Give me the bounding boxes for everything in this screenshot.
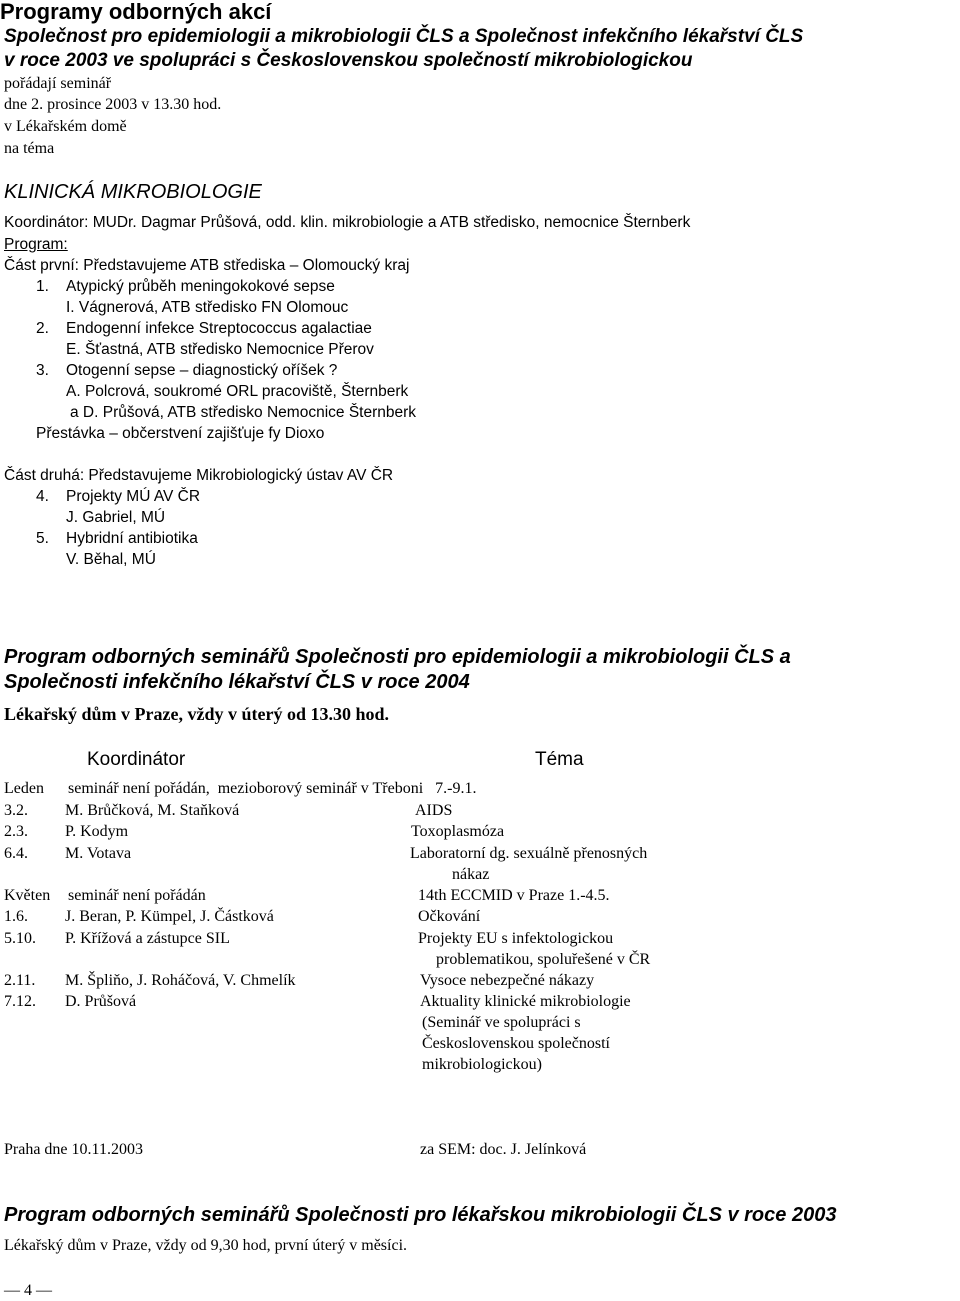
- row-coordinator: seminář není pořádán: [68, 887, 206, 904]
- column-header-coordinator: Koordinátor: [87, 749, 186, 770]
- row-topic: nákaz: [452, 866, 490, 883]
- row-topic: Laboratorní dg. sexuálně přenosných: [410, 845, 648, 862]
- row-coordinator: P. Křížová a zástupce SIL: [65, 930, 230, 947]
- item-title: Hybridní antibiotika: [66, 530, 198, 547]
- row-coordinator: M. Votava: [65, 845, 132, 862]
- intro-line: pořádají seminář: [4, 75, 112, 92]
- item-title: Atypický průběh meningokokové sepse: [66, 278, 335, 295]
- item-title: Endogenní infekce Streptococcus agalactiae: [66, 320, 372, 337]
- item-number: 5.: [36, 530, 49, 547]
- item-author: A. Polcrová, soukromé ORL pracoviště, Šternberk: [66, 383, 409, 400]
- organizers-line-2: v roce 2003 ve spolupráci s Československou společností mikrobiologickou: [4, 50, 693, 71]
- item-number: 1.: [36, 278, 49, 295]
- part-one-heading: Část první: Představujeme ATB střediska – Olomoucký kraj: [4, 257, 410, 274]
- item-number: 4.: [36, 488, 49, 505]
- row-topic: problematikou, spoluřešené v ČR: [436, 951, 651, 968]
- section-title: Program odborných seminářů Společnosti pro epidemiologii a mikrobiologii ČLS a: [4, 646, 791, 668]
- row-topic: (Seminář ve spolupráci s: [422, 1014, 581, 1031]
- row-date: 2.3.: [4, 823, 28, 840]
- row-date: 2.11.: [4, 972, 36, 989]
- row-coordinator: J. Beran, P. Kümpel, J. Částková: [65, 908, 274, 925]
- row-topic: Československou společností: [422, 1035, 610, 1052]
- section-title: Společnosti infekčního lékařství ČLS v roce 2004: [4, 671, 470, 693]
- signature-line: za SEM: doc. J. Jelínková: [420, 1141, 587, 1158]
- row-topic: Toxoplasmóza: [411, 823, 505, 840]
- item-author: I. Vágnerová, ATB středisko FN Olomouc: [66, 299, 349, 316]
- page-number: — 4 —: [4, 1282, 52, 1299]
- intro-line: dne 2. prosince 2003 v 13.30 hod.: [4, 96, 222, 113]
- row-coordinator: D. Průšová: [65, 993, 137, 1010]
- row-date: 1.6.: [4, 908, 28, 925]
- row-topic: Projekty EU s infektologickou: [418, 930, 614, 947]
- item-author: a D. Průšová, ATB středisko Nemocnice Šternberk: [70, 404, 417, 421]
- venue-line: Lékařský dům v Praze, vždy od 9,30 hod, první úterý v měsíci.: [4, 1237, 408, 1254]
- row-coordinator: P. Kodym: [65, 823, 129, 840]
- row-date: 5.10.: [4, 930, 36, 947]
- break-note: Přestávka – občerstvení zajišťuje fy Dioxo: [36, 425, 325, 442]
- program-label: Program:: [4, 236, 68, 253]
- row-topic: mikrobiologickou): [422, 1056, 542, 1073]
- intro-line: na téma: [4, 140, 55, 157]
- row-date: 7.12.: [4, 993, 36, 1010]
- venue-line: Lékařský dům v Praze, vždy v úterý od 13.30 hod.: [4, 704, 390, 724]
- row-date: Květen: [4, 887, 51, 904]
- item-author: E. Šťastná, ATB středisko Nemocnice Přerov: [66, 341, 374, 358]
- row-topic: Očkování: [418, 908, 481, 925]
- row-date: 3.2.: [4, 802, 28, 819]
- row-date: Leden: [4, 780, 44, 797]
- row-coordinator: seminář není pořádán, mezioborový seminář v Třeboni 7.-9.1.: [68, 780, 477, 797]
- row-coordinator: M. Špliňo, J. Roháčová, V. Chmelík: [65, 972, 296, 989]
- seminar-topic: KLINICKÁ MIKROBIOLOGIE: [4, 181, 262, 203]
- row-coordinator: M. Brůčková, M. Staňková: [65, 802, 240, 819]
- item-author: J. Gabriel, MÚ: [66, 509, 166, 526]
- column-header-topic: Téma: [535, 749, 584, 770]
- row-date: 6.4.: [4, 845, 28, 862]
- organizers-line-1: Společnost pro epidemiologii a mikrobiologii ČLS a Společnost infekčního lékařství ČLS: [4, 26, 804, 47]
- row-topic: AIDS: [415, 802, 453, 819]
- intro-line: v Lékařském domě: [4, 118, 127, 135]
- item-number: 2.: [36, 320, 49, 337]
- item-author: V. Běhal, MÚ: [66, 551, 156, 568]
- page-title: Programy odborných akcí: [0, 0, 272, 24]
- row-topic: Vysoce nebezpečné nákazy: [420, 972, 595, 989]
- item-title: Projekty MÚ AV ČR: [66, 488, 201, 505]
- section-title: Program odborných seminářů Společnosti pro lékařskou mikrobiologii ČLS v roce 2003: [4, 1204, 837, 1226]
- coordinator-line: Koordinátor: MUDr. Dagmar Průšová, odd. klin. mikrobiologie a ATB středisko, nemocnice Šternberk: [4, 214, 691, 231]
- row-topic: 14th ECCMID v Praze 1.-4.5.: [418, 887, 610, 904]
- part-two-heading: Část druhá: Představujeme Mikrobiologický ústav AV ČR: [4, 467, 394, 484]
- row-topic: Aktuality klinické mikrobiologie: [420, 993, 631, 1010]
- item-number: 3.: [36, 362, 49, 379]
- place-date: Praha dne 10.11.2003: [4, 1141, 143, 1158]
- item-title: Otogenní sepse – diagnostický oříšek ?: [66, 362, 338, 379]
